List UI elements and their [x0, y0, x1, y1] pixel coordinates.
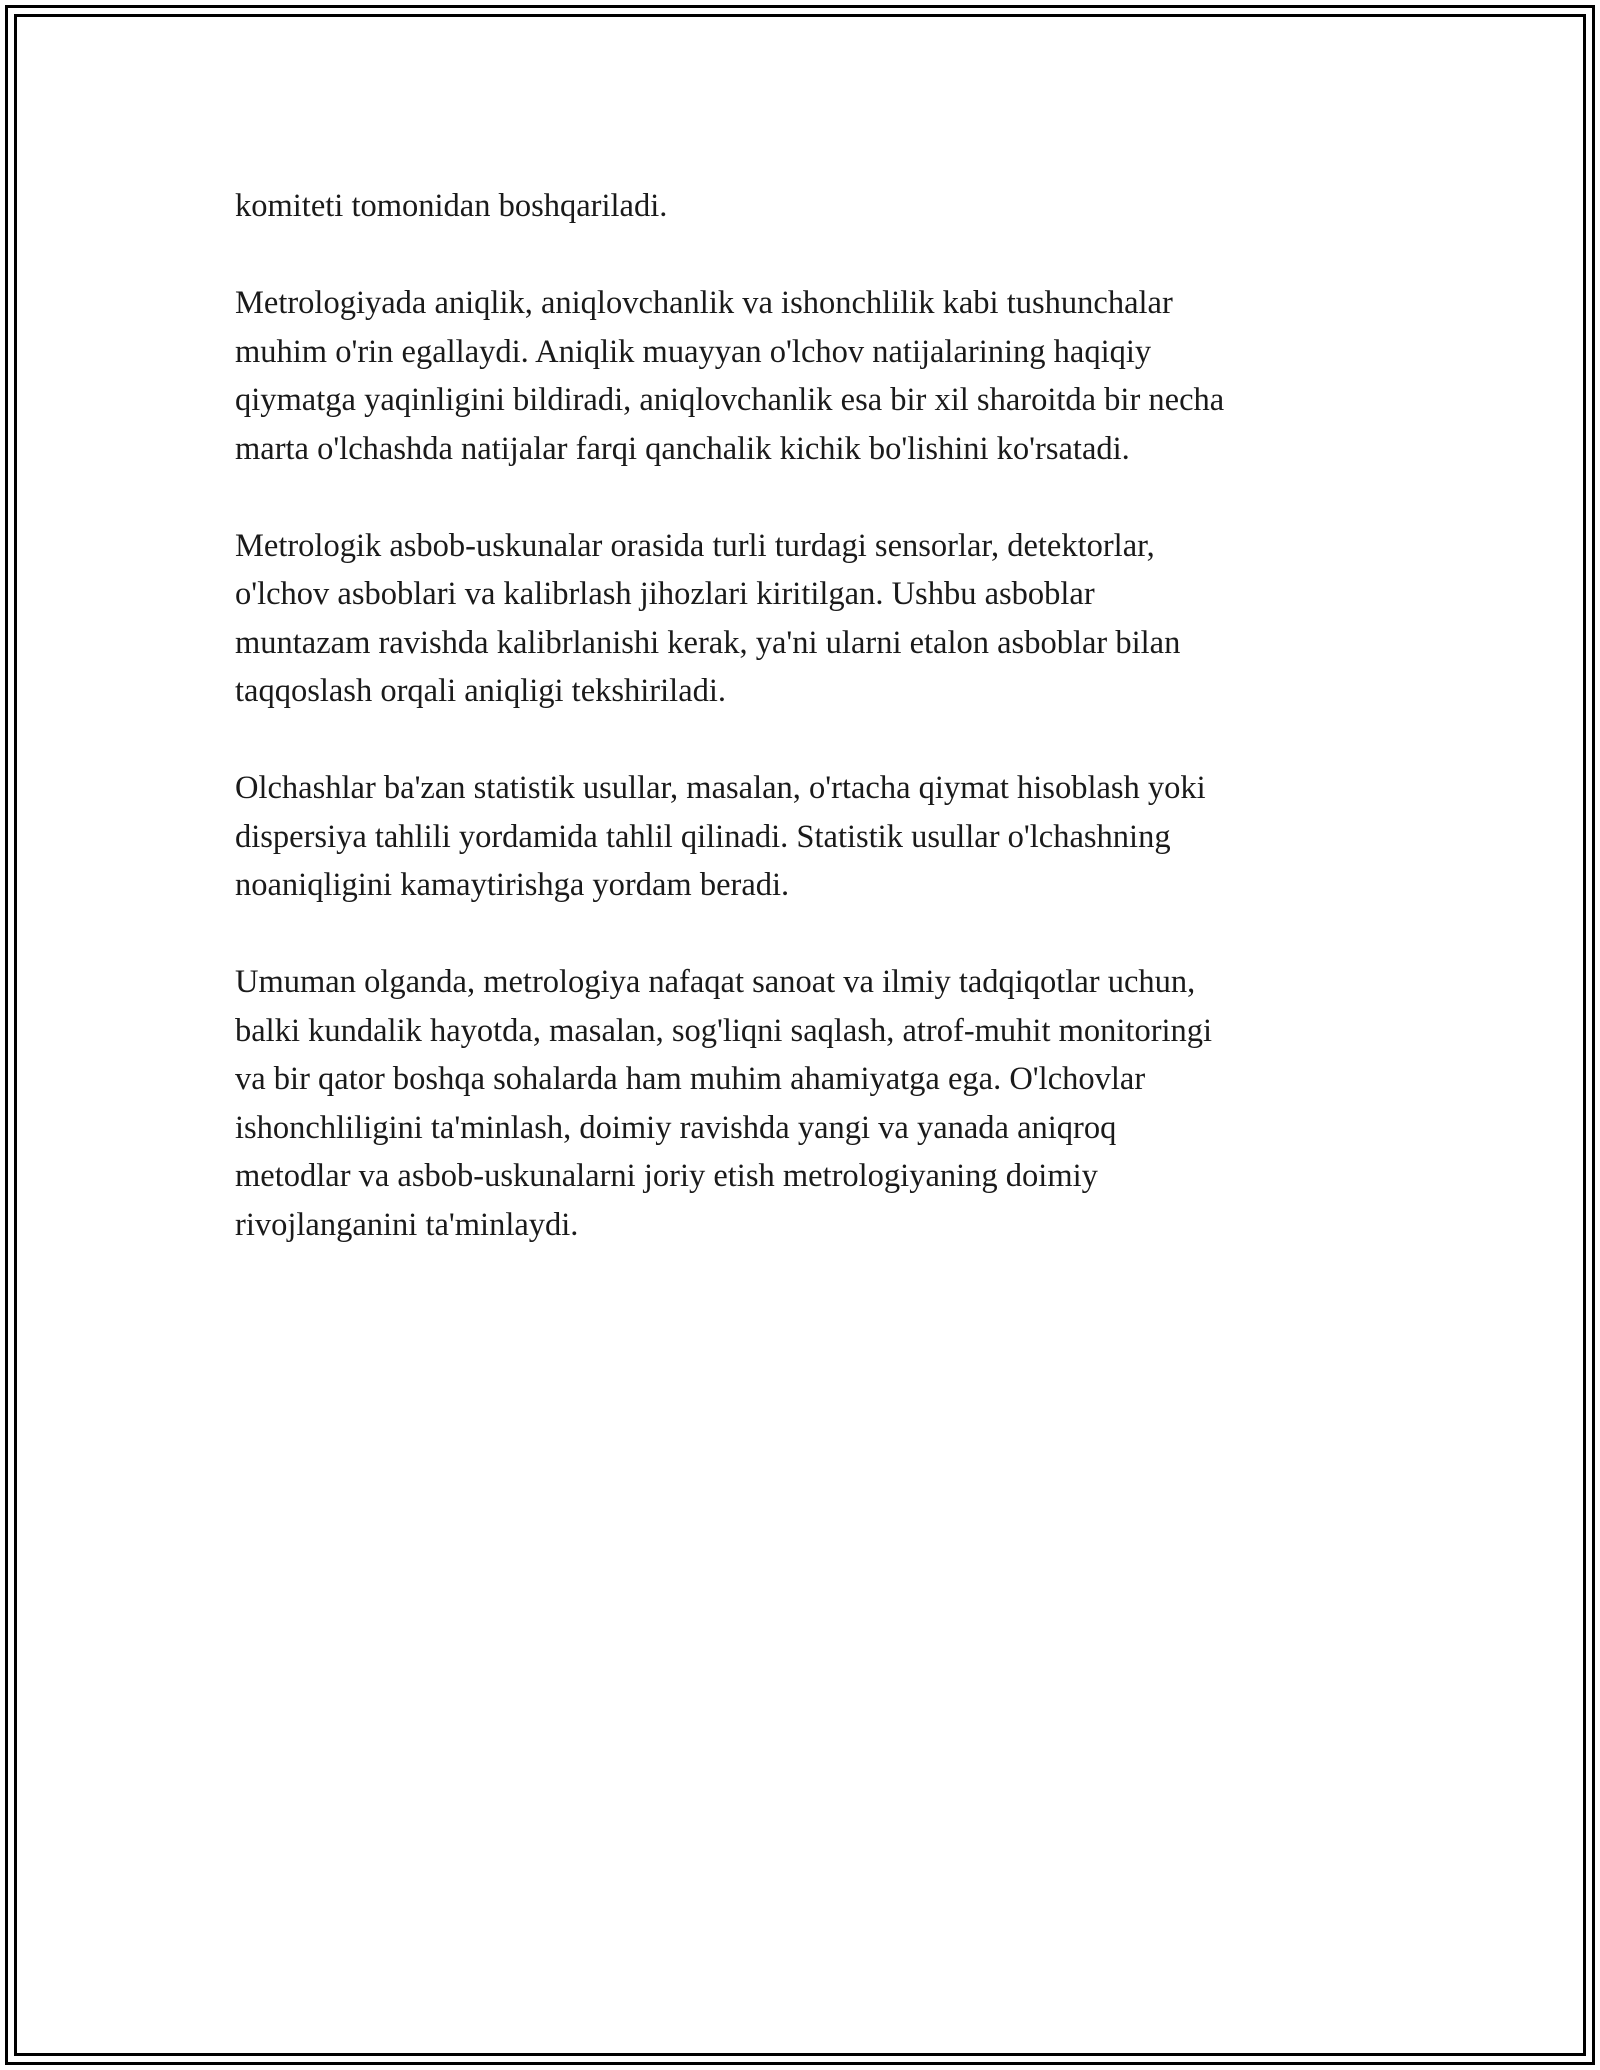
text-line: Metrologiyada aniqlik, aniqlovchanlik va ishonchlilik kabi tushunchalar	[235, 285, 1173, 321]
paragraph-5	[235, 958, 1365, 1249]
text-line: rivojlanganini ta'minlaydi.	[235, 1206, 579, 1243]
paragraph-4	[235, 764, 1365, 910]
text-line: qiymatga yaqinligini bildiradi, aniqlovchanlik esa bir xil sharoitda bir necha	[235, 382, 1225, 418]
paragraph-3	[235, 522, 1365, 716]
text-line: va bir qator boshqa sohalarda ham muhim ahamiyatga ega. O'lchovlar	[235, 1061, 1146, 1097]
text-line: noaniqligini kamaytirishga yordam beradi.	[235, 867, 790, 903]
text-line: Olchashlar ba'zan statistik usullar, masalan, o'rtacha qiymat hisoblash yoki	[235, 770, 1206, 806]
text-line: Metrologik asbob-uskunalar orasida turli turdagi sensorlar, detektorlar,	[235, 527, 1155, 564]
paragraph-2	[235, 279, 1365, 473]
text-line: taqqoslash orqali aniqligi tekshiriladi.	[235, 673, 727, 709]
paragraph-1	[235, 182, 1365, 231]
text-line: marta o'lchashda natijalar farqi qanchalik kichik bo'lishini ko'rsatadi.	[235, 430, 1130, 467]
text-line: dispersiya tahlili yordamida tahlil qilinadi. Statistik usullar o'lchashning	[235, 818, 1171, 855]
text-line: balki kundalik hayotda, masalan, sog'liqni saqlash, atrof-muhit monitoringi	[235, 1012, 1213, 1049]
text-line: Umuman olganda, metrologiya nafaqat sanoat va ilmiy tadqiqotlar uchun,	[235, 964, 1196, 1000]
text-line: muhim o'rin egallaydi. Aniqlik muayyan o'lchov natijalarining haqiqiy	[235, 333, 1152, 370]
text-line: ishonchliligini ta'minlash, doimiy ravishda yangi va yanada aniqroq	[235, 1109, 1117, 1146]
text-line: muntazam ravishda kalibrlanishi kerak, ya'ni ularni etalon asboblar bilan	[235, 624, 1181, 661]
text-line: metodlar va asbob-uskunalarni joriy etish metrologiyaning doimiy	[235, 1158, 1098, 1194]
document-body	[235, 182, 1365, 1298]
text-line: o'lchov asboblari va kalibrlash jihozlari kiritilgan. Ushbu asboblar	[235, 576, 1095, 612]
text-line: komiteti tomonidan boshqariladi.	[235, 188, 668, 224]
